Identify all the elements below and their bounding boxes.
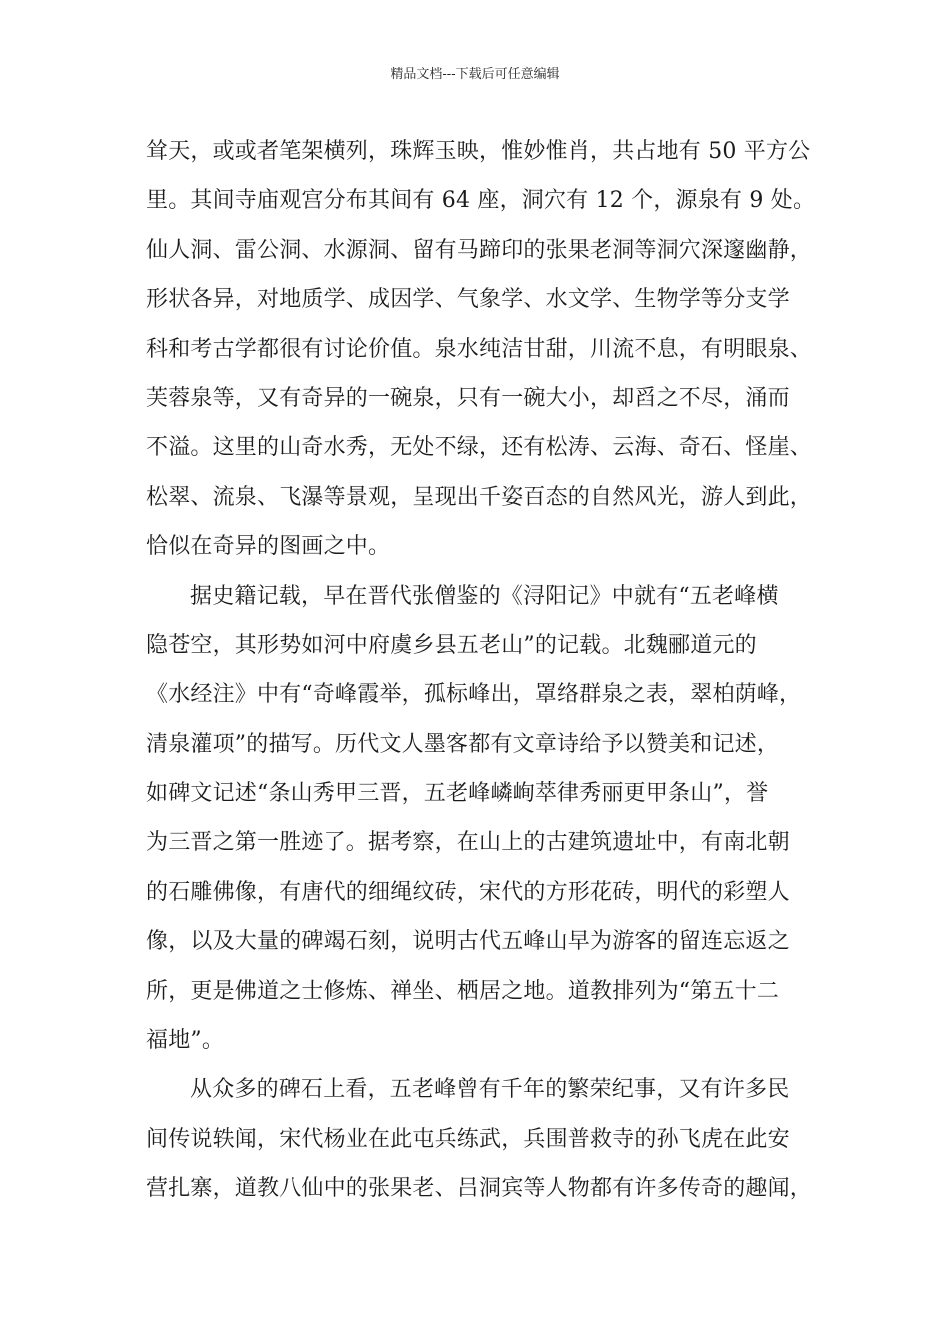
text-line: 形状各异，对地质学、成因学、气象学、水文学、生物学等分支学 — [146, 287, 790, 313]
text-line: 间传说轶闻，宋代杨业在此屯兵练武，兵围普救寺的孙飞虎在此安 — [146, 1126, 790, 1152]
text-line: 营扎寨，道教八仙中的张果老、吕洞宾等人物都有许多传奇的趣闻， — [146, 1176, 813, 1202]
body-text — [146, 136, 826, 1223]
text-line: 像，以及大量的碑竭石刻，说明古代五峰山早为游客的留连忘返之 — [146, 929, 790, 955]
text-line: 福地”。 — [146, 1028, 225, 1054]
text-line: 不溢。这里的山奇水秀，无处不绿，还有松涛、云海、奇石、怪崖、 — [146, 435, 813, 461]
text-line: 为三晋之第一胜迹了。据考察，在山上的古建筑遗址中，有南北朝 — [146, 830, 790, 856]
text-line: 清泉灌项”的描写。历代文人墨客都有文章诗给予以赞美和记述， — [146, 731, 780, 757]
text-line: 从众多的碑石上看，五老峰曾有千年的繁荣纪事，又有许多民 — [190, 1077, 790, 1103]
text-line: 芙蓉泉等，又有奇异的一碗泉，只有一碗大小，却舀之不尽，涌而 — [146, 385, 790, 411]
text-line: 里。其间寺庙观宫分布其间有 64 座，洞穴有 12 个，源泉有 9 处。 — [146, 188, 816, 214]
text-line: 据史籍记载，早在晋代张僧鉴的《浔阳记》中就有“五老峰横 — [190, 583, 779, 609]
text-line: 仙人洞、雷公洞、水源洞、留有马蹄印的张果老洞等洞穴深邃幽静， — [146, 237, 813, 263]
text-line: 科和考古学都很有讨论价值。泉水纯洁甘甜，川流不息，有明眼泉、 — [146, 336, 813, 362]
text-line: 隐苍空，其形势如河中府虞乡县五老山”的记载。北魏郦道元的 — [146, 632, 757, 658]
text-line: 如碑文记述“条山秀甲三晋，五老峰嶙峋萃律秀丽更甲条山”，誉 — [146, 781, 769, 807]
text-line: 松翠、流泉、飞瀑等景观，呈现出千姿百态的自然风光，游人到此， — [146, 484, 813, 510]
page-header: 精品文档---下载后可任意编辑 — [390, 67, 560, 82]
text-line: 《水经注》中有“奇峰霞举，孤标峰出，罩络群泉之表，翠柏荫峰， — [146, 682, 802, 708]
text-line: 恰似在奇异的图画之中。 — [146, 534, 391, 560]
text-line: 所，更是佛道之士修炼、禅坐、栖居之地。道教排列为“第五十二 — [146, 978, 780, 1004]
text-line: 的石雕佛像，有唐代的细绳纹砖，宋代的方形花砖，明代的彩塑人 — [146, 879, 790, 905]
text-line: 耸天，或或者笔架横列，珠辉玉映，惟妙惟肖，共占地有 50 平方公 — [146, 139, 811, 164]
